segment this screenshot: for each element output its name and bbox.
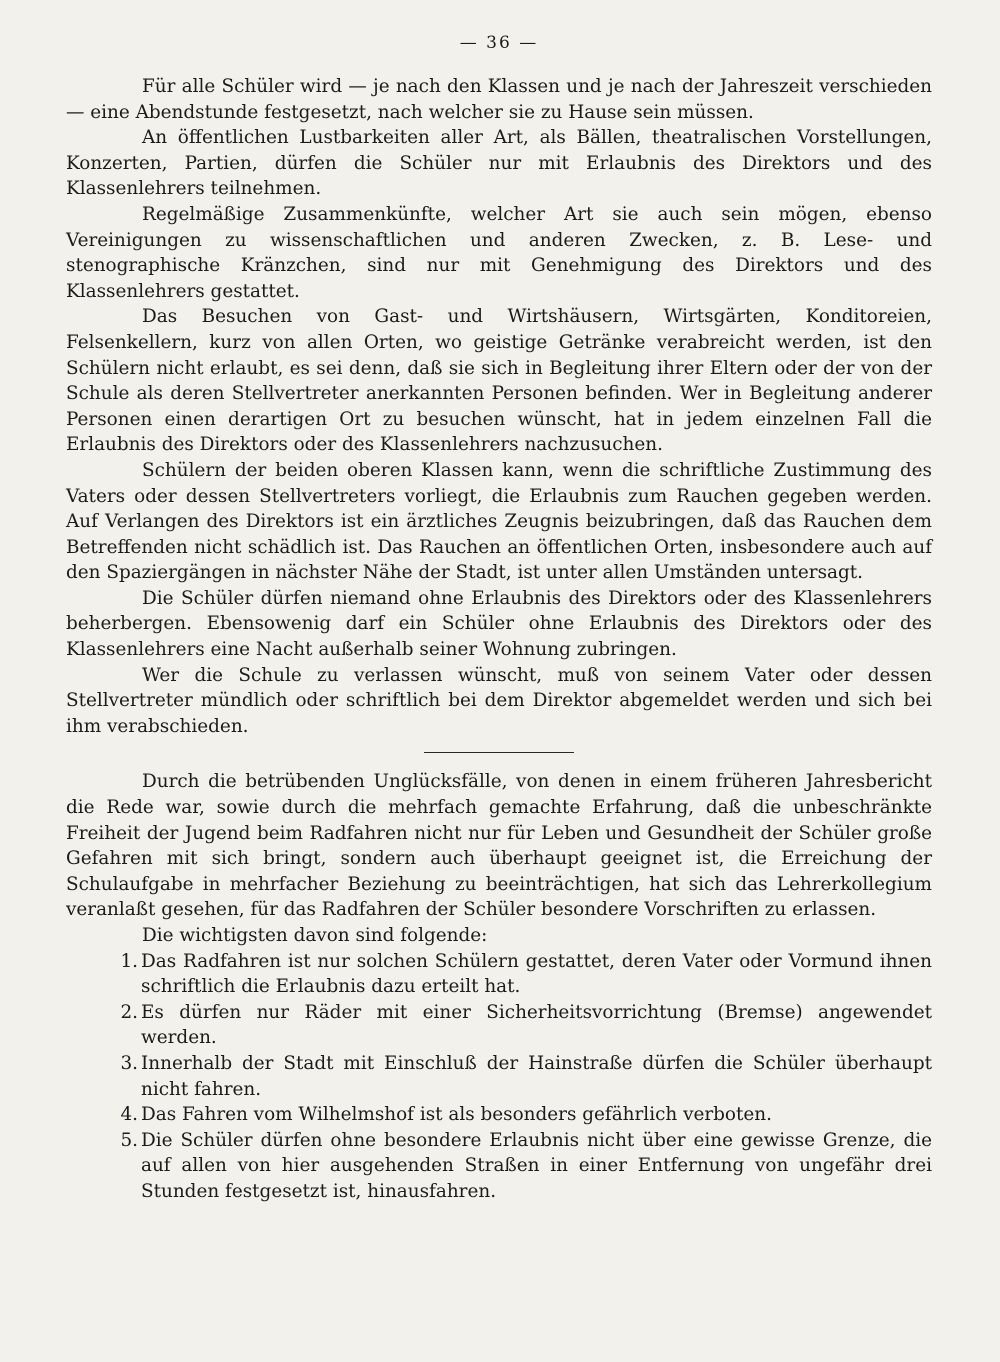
list-item-text: Innerhalb der Stadt mit Einschluß der Hainstraße dürfen die Schüler überhaupt nicht fahren. [141,1052,932,1100]
paragraph-smoking: Schülern der beiden oberen Klassen kann, wenn die schriftliche Zustimmung des Vaters oder dessen Stellvertreters vorliegt, die Erlaubnis zum Rauchen gegeben werden. Auf Verlangen des Direktors ist ein ärztliches Zeugnis beizubringen, daß das Rauchen dem Betreffenden nicht schädlich ist. Das Rauchen an öffentlichen Orten, insbesondere auch auf den Spaziergängen in nächster Nähe der Stadt, ist unter allen Umständen untersagt. [66,459,932,584]
list-item-number: 2. [120,1001,138,1023]
paragraph-leaving-school: Wer die Schule zu verlassen wünscht, muß von seinem Vater oder dessen Stellvertreter mündlich oder schriftlich bei dem Direktor abgemeldet werden und sich bei ihm verabschieden. [66,664,932,737]
list-item-text: Die Schüler dürfen ohne besondere Erlaubnis nicht über eine gewisse Grenze, die auf allen von hier ausgehenden Straßen in einer Entfernung von ungefähr drei Stunden festgesetzt ist, hinausfahren. [141,1129,932,1202]
page-number: — 36 — [459,33,539,53]
rules-intro: Die wichtigsten davon sind folgende: [142,925,488,946]
list-item [66,1000,932,1051]
paragraph-taverns: Das Besuchen von Gast- und Wirtshäusern, Wirtsgärten, Konditoreien, Felsenkellern, kurz von allen Orten, wo geistige Getränke verabreicht werden, ist den Schülern nicht erlaubt, es sei denn, daß sie sich in Begleitung ihrer Eltern oder der von der Schule als deren Stellvertreter anerkannten Personen befinden. Wer in Begleitung anderer Personen einen derartigen Ort zu besuchen wünscht, hat in jedem einzelnen Fall die Erlaubnis des Direktors oder des Klassenlehrers nachzusuchen. [66,306,932,456]
list-item-number: 5. [120,1129,138,1151]
section-divider [424,752,574,753]
list-item-number: 4. [120,1104,138,1126]
list-item [66,949,932,1000]
list-item-number: 1. [120,950,138,972]
list-item [66,1051,932,1102]
paragraph-amusements: An öffentlichen Lustbarkeiten aller Art, als Bällen, theatralischen Vorstellungen, Konzerten, Partien, dürfen die Schüler nur mit Erlaubnis des Direktors und des Klassenlehrers teilnehmen. [66,127,932,200]
paragraph-lodging: Die Schüler dürfen niemand ohne Erlaubnis des Direktors oder des Klassenlehrers beherbergen. Ebensowenig darf ein Schüler ohne Erlaubnis des Direktors oder des Klassenlehrers eine Nacht außerhalb seiner Wohnung zubringen. [66,587,932,661]
list-item [66,1128,932,1205]
paragraph-curfew: Für alle Schüler wird — je nach den Klassen und je nach der Jahreszeit verschieden — eine Abendstunde festgesetzt, nach welcher sie zu Hause sein müssen. [66,76,932,123]
list-item-text: Es dürfen nur Räder mit einer Sicherheitsvorrichtung (Bremse) angewendet werden. [141,1001,932,1049]
paragraph-gatherings: Regelmäßige Zusammenkünfte, welcher Art sie auch sein mögen, ebenso Vereinigungen zu wissenschaftlichen und anderen Zwecken, z. B. Lese- und stenographische Kränzchen, sind nur mit Genehmigung des Direktors und des Klassenlehrers gestattet. [66,203,932,302]
list-item-text: Das Radfahren ist nur solchen Schülern gestattet, deren Vater oder Vormund ihnen schriftlich die Erlaubnis dazu erteilt hat. [141,950,932,998]
list-item [66,1102,932,1128]
cycling-rules-list [66,949,932,1205]
list-item-number: 3. [120,1052,138,1074]
document-body [66,74,932,1205]
paragraph-cycling-intro: Durch die betrübenden Unglücksfälle, von denen in einem früheren Jahresbericht die Rede war, sowie durch die mehrfach gemachte Erfahrung, daß die unbeschränkte Freiheit der Jugend beim Radfahren nicht nur für Leben und Gesundheit der Schüler große Gefahren mit sich bringt, sondern auch überhaupt geeignet ist, die Erreichung der Schulaufgabe in mehrfacher Beziehung zu beeinträchtigen, hat sich das Lehrerkollegium veranlaßt gesehen, für das Radfahren der Schüler besondere Vorschriften zu erlassen. [66,771,932,921]
list-item-text: Das Fahren vom Wilhelmshof ist als besonders gefährlich verboten. [141,1104,772,1126]
